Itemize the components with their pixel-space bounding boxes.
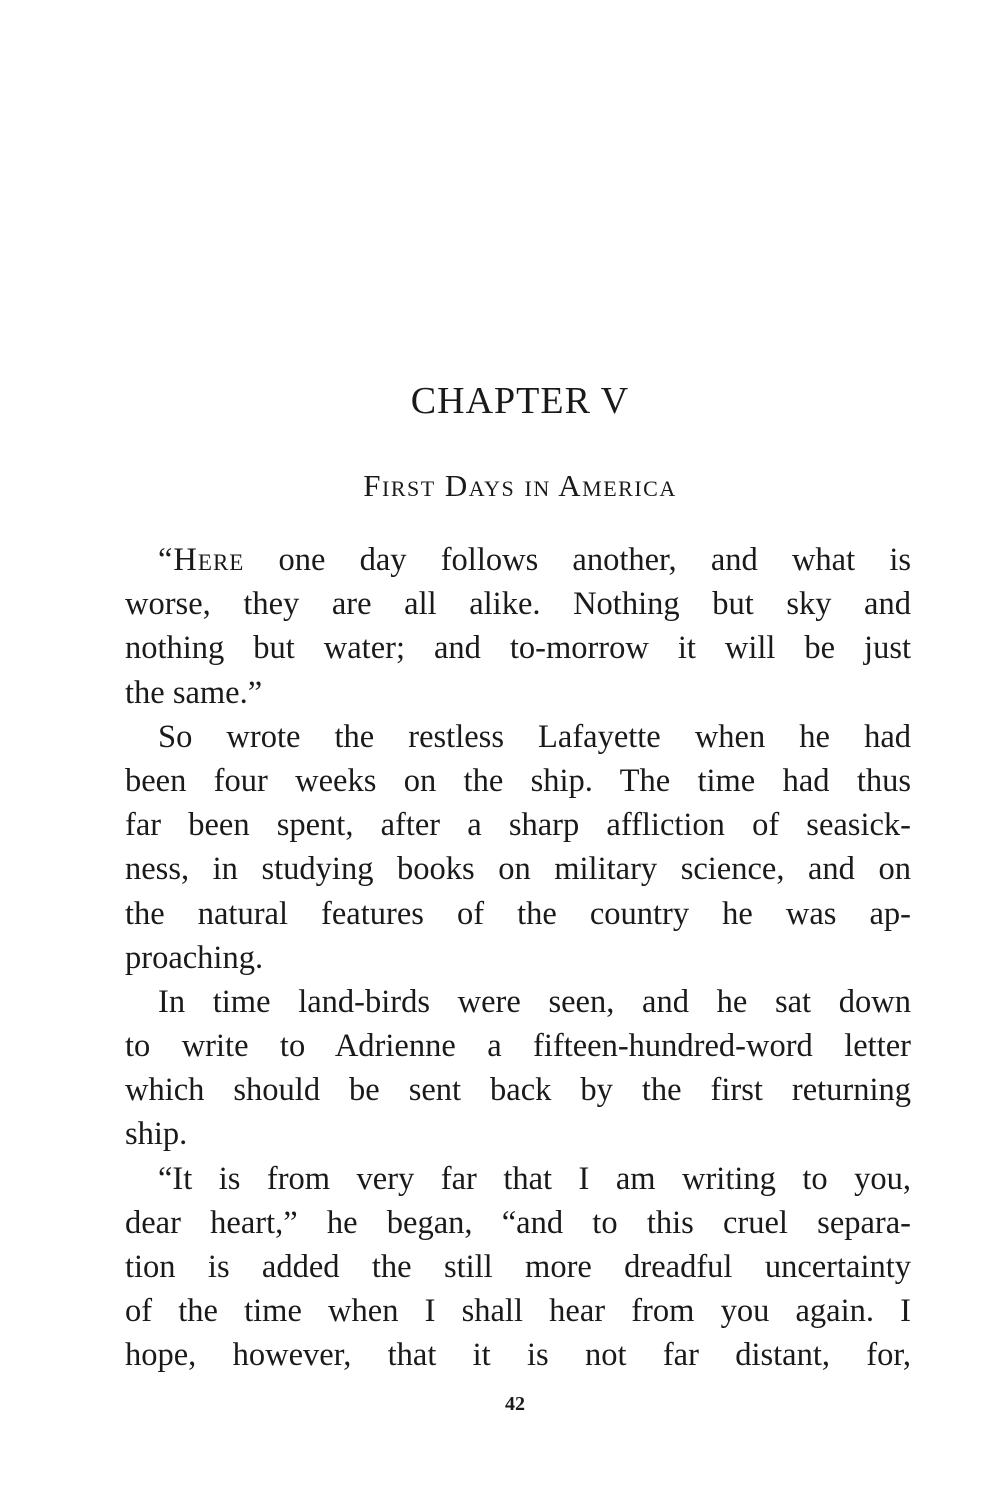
text-line: “It is from very far that I am writing to you,: [158, 1160, 911, 1197]
text-line: been four weeks on the ship. The time had thus: [125, 762, 911, 799]
chapter-heading: CHAPTER V: [410, 380, 630, 422]
opening-word: “Here: [158, 542, 245, 578]
text-line: proaching.: [125, 939, 264, 976]
text-line: to write to Adrienne a fifteen-hundred-word letter: [125, 1028, 911, 1065]
page-number: 42: [505, 1393, 525, 1415]
text-line: dear heart,” he began, “and to this cruel separa-: [125, 1204, 911, 1241]
body-text: [125, 538, 911, 1378]
text-line: of the time when I shall hear from you again. I: [125, 1293, 911, 1330]
text-line: tion is added the still more dreadful uncertainty: [125, 1249, 911, 1285]
text-line: So wrote the restless Lafayette when he had: [158, 718, 911, 755]
text-line: far been spent, after a sharp affliction of seasick-: [125, 807, 911, 844]
text-line: worse, they are all alike. Nothing but sky and: [125, 586, 911, 623]
text-line: which should be sent back by the first returning: [125, 1072, 911, 1109]
text-line: [125, 538, 911, 582]
text-line: ship.: [125, 1116, 188, 1153]
text-line: nothing but water; and to-morrow it will be just: [125, 630, 911, 667]
text-line-rest: one day follows another, and what is: [244, 542, 911, 578]
text-line: the same.”: [125, 674, 263, 711]
text-line: In time land-birds were seen, and he sat down: [158, 983, 911, 1020]
text-line: the natural features of the country he was ap-: [125, 895, 911, 932]
text-line: hope, however, that it is not far distant, for,: [125, 1337, 911, 1374]
chapter-title: First Days in America: [363, 468, 677, 503]
text-line: ness, in studying books on military science, and on: [125, 851, 911, 888]
